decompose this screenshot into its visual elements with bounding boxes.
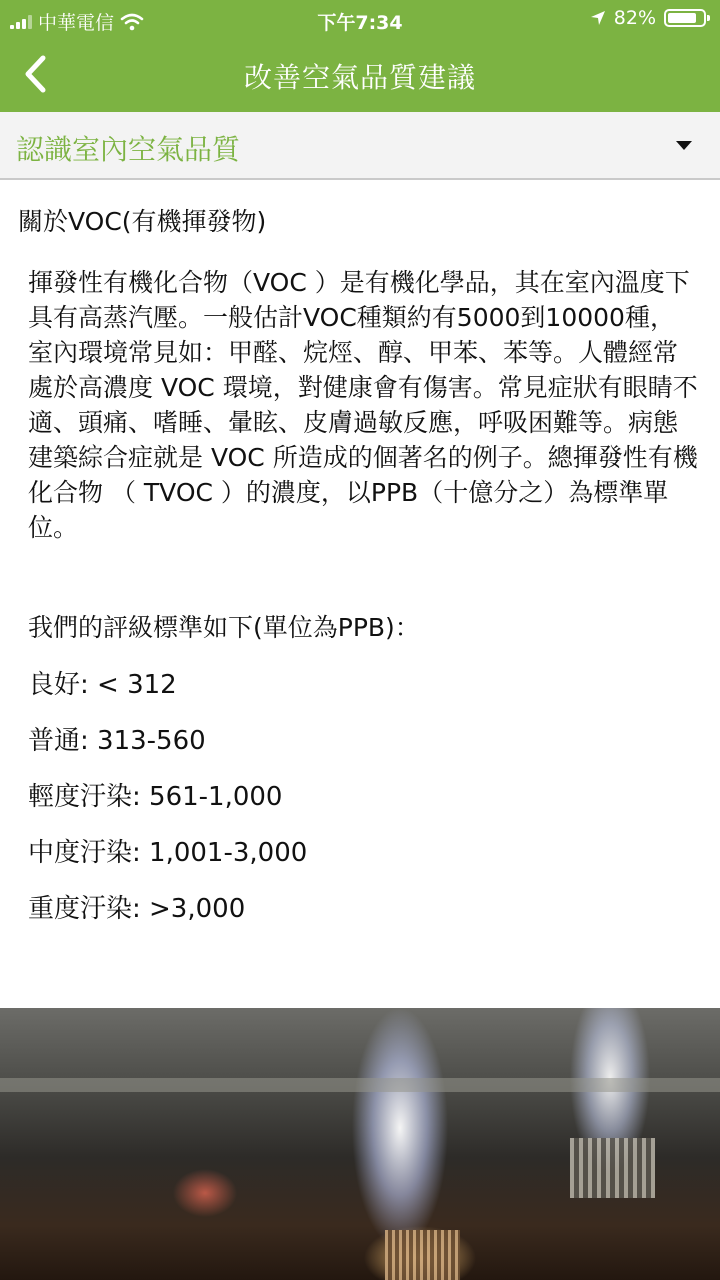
photo-burner-right [570, 1138, 655, 1198]
status-bar [0, 0, 720, 40]
grade-normal: 普通: 313-560 [28, 726, 206, 756]
article-content [0, 180, 720, 1008]
app-header [0, 0, 720, 112]
grade-good: 良好: < 312 [28, 670, 177, 700]
topic-dropdown[interactable] [0, 112, 720, 180]
status-time: 下午7:34 [317, 12, 403, 34]
battery-icon [664, 9, 706, 27]
nav-bar [0, 40, 720, 112]
status-right [590, 7, 706, 29]
fire-photo [0, 1008, 720, 1280]
battery-fill [668, 13, 696, 23]
article-heading: 關於VOC(有機揮發物) [18, 207, 267, 236]
photo-burner [385, 1230, 460, 1280]
location-arrow-icon [590, 10, 606, 26]
photo-wall-ledge [0, 1078, 720, 1092]
grade-heavy-pollution: 重度汙染: >3,000 [28, 894, 246, 924]
grades-title: 我們的評級標準如下(單位為PPB)： [28, 613, 420, 642]
caret-down-icon [676, 141, 692, 150]
grade-moderate-pollution: 中度汙染: 1,001-3,000 [28, 838, 308, 868]
grade-light-pollution: 輕度汙染: 561-1,000 [28, 782, 283, 812]
dropdown-selected-label: 認識室內空氣品質 [16, 133, 241, 166]
carrier-name: 中華電信 [38, 12, 115, 34]
battery-percent: 82% [613, 7, 656, 29]
article-paragraph: 揮發性有機化合物（VOC ）是有機化學品，其在室內溫度下具有高蒸汽壓。一般估計VOC種類約有5000到10000種，室內環境常見如：甲醛、烷烴、醇、甲苯、苯等。人體經常處於高濃度 VOC 環境，對健康會有傷害。常見症狀有眼睛不適、頭痛、嗜睡、暈眩、皮膚過敏反應，呼吸困難等。病態建築綜合症就是 VOC 所造成的個著名的例子。總揮發性有機化合物 （ TVOC ）的濃度，以PPB（十億分之）為標準單位。 [28, 268, 698, 542]
page-title: 改善空氣品質建議 [243, 61, 476, 94]
